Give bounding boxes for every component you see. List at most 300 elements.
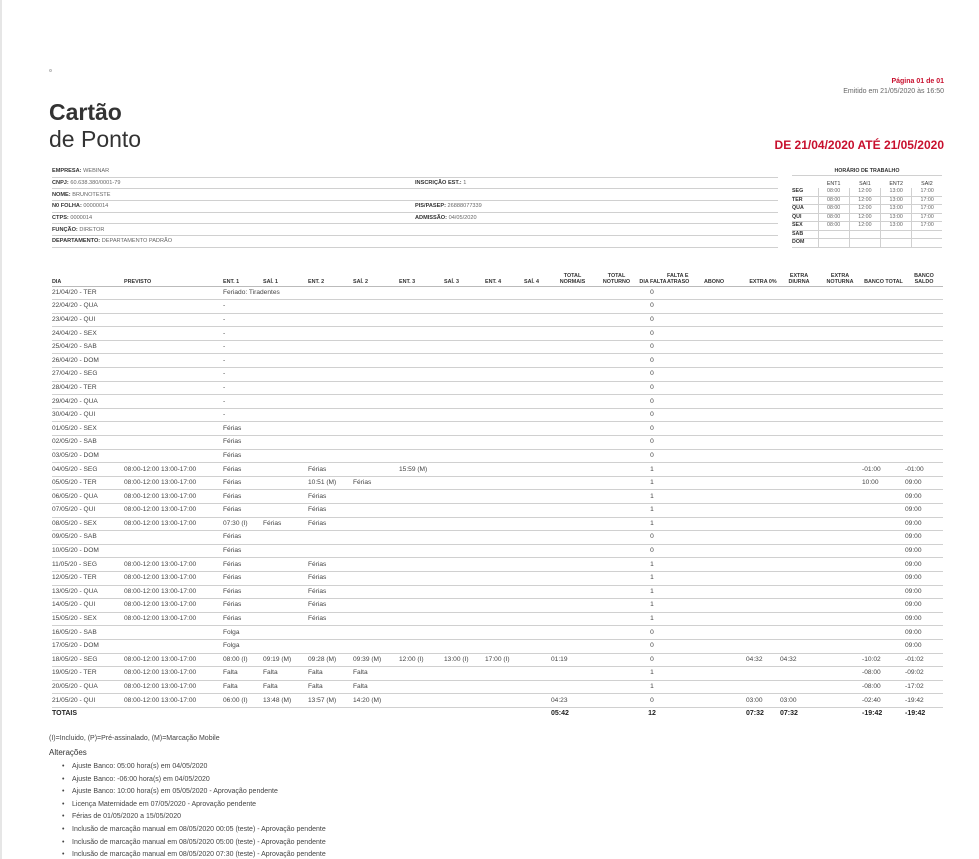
table-cell [667,599,704,613]
table-cell [746,340,780,354]
table-cell [905,381,943,395]
table-cell [524,463,551,477]
table-row [52,422,943,436]
table-cell [905,422,943,436]
table-cell [746,667,780,681]
table-cell: 1 [639,612,667,626]
table-cell [485,544,524,558]
table-cell: -01:00 [862,463,905,477]
table-cell [223,707,263,721]
table-cell [551,680,594,694]
table-cell: 08:00-12:00 13:00-17:00 [124,517,223,531]
table-cell [263,436,308,450]
table-cell [862,490,905,504]
table-cell [780,395,818,409]
table-cell [399,313,444,327]
work-schedule [792,166,942,248]
table-cell [594,286,639,300]
table-cell [444,340,485,354]
table-cell [399,680,444,694]
table-cell [704,612,746,626]
table-cell: Folga [223,626,263,640]
table-cell [905,449,943,463]
table-cell [485,707,524,721]
inscricao-value: 1 [463,180,467,187]
table-cell: 08/05/20 - SEX [52,517,124,531]
table-cell: 09:00 [905,571,943,585]
schedule-time: 12:00 [849,205,880,214]
table-cell [818,599,862,613]
schedule-time: 17:00 [912,205,942,214]
table-cell [746,354,780,368]
table-cell [704,422,746,436]
schedule-time [849,230,880,239]
table-cell: Férias [223,531,263,545]
table-cell [746,300,780,314]
table-cell [862,354,905,368]
column-header: PREVISTO [124,268,223,286]
table-cell [667,436,704,450]
table-cell [704,436,746,450]
empresa-value: WEBINAR [83,168,110,175]
table-cell [780,531,818,545]
table-cell [862,626,905,640]
table-cell [862,544,905,558]
table-cell [704,626,746,640]
table-cell: Férias [308,463,353,477]
table-cell: 1 [639,476,667,490]
table-cell [353,381,399,395]
table-cell: 15/05/20 - SEX [52,612,124,626]
table-cell [399,544,444,558]
table-cell [399,707,444,721]
table-cell [594,544,639,558]
table-cell: 08:00-12:00 13:00-17:00 [124,599,223,613]
table-cell: 15:59 (M) [399,463,444,477]
table-cell [704,286,746,300]
table-cell [353,354,399,368]
table-cell: TOTAIS [52,710,78,718]
table-cell [704,449,746,463]
table-cell [746,381,780,395]
table-cell: 0 [639,354,667,368]
table-cell [780,327,818,341]
table-cell [704,340,746,354]
table-cell: 09:00 [905,626,943,640]
table-cell [444,476,485,490]
table-cell: 08:00 (I) [223,653,263,667]
schedule-time [881,230,912,239]
table-cell [485,558,524,572]
table-cell: 0 [639,313,667,327]
table-cell: 0 [639,531,667,545]
table-row [52,286,943,300]
table-cell: 26/04/20 - DOM [52,354,124,368]
table-cell [862,639,905,653]
table-cell [746,395,780,409]
employee-info [52,166,778,248]
column-header: ENT. 1 [223,268,263,286]
table-cell: Férias [308,517,353,531]
table-cell [353,313,399,327]
table-cell [551,626,594,640]
table-cell [818,694,862,708]
table-cell: 09:28 (M) [308,653,353,667]
table-cell [551,463,594,477]
table-cell [485,585,524,599]
schedule-time [912,230,942,239]
table-cell [263,571,308,585]
table-cell: 01/05/20 - SEX [52,422,124,436]
table-cell [818,286,862,300]
table-cell [485,667,524,681]
schedule-row [792,239,942,248]
table-cell: - [223,300,263,314]
table-cell [353,517,399,531]
table-cell [746,436,780,450]
table-cell [818,340,862,354]
table-cell: 0 [639,368,667,382]
table-cell [780,517,818,531]
page-edge [0,0,2,859]
table-row [52,436,943,450]
column-header: FALTA E ATRASO [667,268,704,286]
corner-dot-icon [49,69,52,72]
table-cell [444,368,485,382]
table-cell: 13/05/20 - QUA [52,585,124,599]
table-cell [399,300,444,314]
table-cell [746,286,780,300]
table-cell: Falta [308,667,353,681]
table-cell: 09:00 [905,476,943,490]
table-cell: 09:00 [905,612,943,626]
table-cell [905,286,943,300]
table-cell [594,639,639,653]
table-cell [263,558,308,572]
column-header: DIA [52,268,124,286]
table-cell [780,313,818,327]
schedule-time: 13:00 [881,205,912,214]
table-cell [551,504,594,518]
page-number: Página 01 de 01 [891,78,944,85]
column-header: ABONO [704,268,746,286]
table-cell [524,313,551,327]
table-cell [524,422,551,436]
table-cell [862,585,905,599]
table-cell [594,694,639,708]
table-cell [399,449,444,463]
table-cell [704,694,746,708]
table-cell [746,313,780,327]
table-cell [399,517,444,531]
table-cell [485,694,524,708]
table-cell [594,667,639,681]
page-title: Cartão [49,99,122,125]
table-cell [862,408,905,422]
table-cell [124,300,223,314]
table-cell [594,626,639,640]
table-cell: Férias [308,599,353,613]
table-cell: 05/05/20 - TER [52,476,124,490]
table-row [52,381,943,395]
table-cell [524,340,551,354]
schedule-time: 13:00 [881,188,912,196]
table-cell: 04:32 [780,653,818,667]
table-cell [594,571,639,585]
column-header: ENT. 4 [485,268,524,286]
table-cell [862,599,905,613]
table-cell [594,340,639,354]
table-cell [594,463,639,477]
table-cell [551,327,594,341]
table-cell: 22/04/20 - QUA [52,300,124,314]
table-cell [818,368,862,382]
schedule-time: 17:00 [912,222,942,231]
table-cell: -08:00 [862,667,905,681]
table-cell [780,599,818,613]
table-cell [308,340,353,354]
table-row [52,504,943,518]
table-cell [485,354,524,368]
schedule-header: SAI2 [921,181,933,187]
table-cell [263,340,308,354]
table-cell [124,395,223,409]
table-cell: -17:02 [905,680,943,694]
table-cell: 07:32 [780,710,798,718]
table-row [52,517,943,531]
table-cell [667,585,704,599]
table-row [52,313,943,327]
table-cell [263,504,308,518]
table-cell: 1 [639,585,667,599]
table-cell: 12 [648,710,656,718]
table-cell: Falta [223,667,263,681]
schedule-day: QUI [792,213,818,222]
table-cell [746,327,780,341]
table-cell: 09:00 [905,504,943,518]
emission-date: Emitido em 21/05/2020 às 16:50 [843,88,944,95]
table-cell [551,558,594,572]
table-cell: 08:00-12:00 13:00-17:00 [124,680,223,694]
table-cell: 19/05/20 - TER [52,667,124,681]
table-cell [746,422,780,436]
table-cell [704,544,746,558]
table-cell [485,626,524,640]
table-cell [551,449,594,463]
table-cell [780,436,818,450]
table-cell [524,327,551,341]
table-cell [399,626,444,640]
schedule-day: SAB [792,230,818,239]
table-cell [124,626,223,640]
table-cell: 1 [639,517,667,531]
table-cell [667,313,704,327]
table-cell [124,286,223,300]
schedule-time: 12:00 [849,188,880,196]
table-cell [524,408,551,422]
table-cell [524,667,551,681]
table-cell: -08:00 [862,680,905,694]
table-row [52,449,943,463]
table-cell [818,354,862,368]
table-cell: 10:00 [862,476,905,490]
table-cell [124,422,223,436]
table-cell [485,504,524,518]
table-cell: Férias [223,476,263,490]
table-cell [551,340,594,354]
table-cell [399,354,444,368]
table-cell [444,544,485,558]
table-cell [263,707,308,721]
schedule-time: 08:00 [818,196,849,205]
table-cell [263,300,308,314]
table-cell: Férias [223,585,263,599]
table-cell [308,395,353,409]
table-cell [594,436,639,450]
table-cell: 1 [639,599,667,613]
schedule-header: ENT2 [889,181,903,187]
table-cell: -10:02 [862,653,905,667]
table-cell [263,463,308,477]
table-cell: 1 [639,490,667,504]
table-cell [524,300,551,314]
schedule-time: 08:00 [818,205,849,214]
table-cell: 23/04/20 - QUI [52,313,124,327]
table-row [52,639,943,653]
table-cell [551,599,594,613]
table-cell [399,694,444,708]
table-cell [704,313,746,327]
table-cell [594,531,639,545]
table-cell [485,368,524,382]
table-cell [818,395,862,409]
cnpj-value: 60.638.380/0001-79 [70,180,121,187]
table-cell [399,558,444,572]
table-cell [308,313,353,327]
table-cell [308,544,353,558]
table-cell: 16/05/20 - SAB [52,626,124,640]
schedule-day: TER [792,196,818,205]
schedule-time [912,239,942,248]
table-cell [704,504,746,518]
table-cell [524,585,551,599]
table-cell: 18/05/20 - SEG [52,653,124,667]
table-cell [780,300,818,314]
table-row [52,354,943,368]
table-cell [818,571,862,585]
table-cell [524,368,551,382]
table-cell [746,449,780,463]
table-cell [124,436,223,450]
table-cell [444,286,485,300]
table-cell [862,571,905,585]
schedule-day: SEG [792,188,818,196]
table-cell [746,585,780,599]
table-cell: Férias [223,463,263,477]
table-cell: 08:00-12:00 13:00-17:00 [124,585,223,599]
table-cell [667,354,704,368]
table-cell: 08:00-12:00 13:00-17:00 [124,558,223,572]
table-cell [353,612,399,626]
table-cell [704,381,746,395]
table-cell [124,354,223,368]
table-cell [263,354,308,368]
table-cell: 0 [639,395,667,409]
empresa-label: EMPRESA: [52,168,82,175]
table-row [52,368,943,382]
table-cell [862,395,905,409]
table-cell: -19:42 [905,710,926,718]
list-item: • Inclusão de marcação manual em 08/05/2020 00:05 (teste) - Aprovação pendente [62,824,326,837]
table-cell: Férias [223,504,263,518]
table-cell [704,463,746,477]
table-cell: -09:02 [905,667,943,681]
table-cell [667,626,704,640]
table-cell [551,436,594,450]
table-cell: 13:48 (M) [263,694,308,708]
table-cell [485,639,524,653]
table-cell [524,449,551,463]
schedule-time: 12:00 [849,196,880,205]
table-cell: 09:00 [905,599,943,613]
table-cell [818,422,862,436]
table-cell [862,449,905,463]
schedule-time: 13:00 [881,196,912,205]
table-cell [308,449,353,463]
list-item: • Férias de 01/05/2020 a 15/05/2020 [62,811,326,824]
table-cell [444,449,485,463]
table-cell [551,571,594,585]
table-cell: 27/04/20 - SEG [52,368,124,382]
table-cell [704,707,746,721]
table-cell [667,381,704,395]
table-cell: Férias [353,476,399,490]
table-cell [704,300,746,314]
table-cell [524,599,551,613]
table-cell: 09:00 [905,531,943,545]
table-cell [780,368,818,382]
table-cell [594,381,639,395]
table-row [52,531,943,545]
table-cell [444,558,485,572]
table-cell [551,531,594,545]
table-cell [746,504,780,518]
table-cell [444,463,485,477]
table-cell: 08:00-12:00 13:00-17:00 [124,463,223,477]
table-cell: Falta [308,680,353,694]
table-cell [780,558,818,572]
table-cell [551,517,594,531]
table-cell [399,368,444,382]
table-cell [263,490,308,504]
table-cell [263,368,308,382]
table-cell [263,422,308,436]
table-cell [780,286,818,300]
table-cell: 0 [639,408,667,422]
table-cell: 03:00 [780,694,818,708]
info-row [52,236,778,248]
table-cell: 08:00-12:00 13:00-17:00 [124,490,223,504]
table-cell: Férias [223,490,263,504]
table-cell: 0 [639,340,667,354]
table-cell [905,408,943,422]
table-cell [667,639,704,653]
column-header: TOTAL NORMAIS [551,268,594,286]
table-cell [594,354,639,368]
table-cell [444,327,485,341]
table-cell: 14:20 (M) [353,694,399,708]
schedule-time: 08:00 [818,222,849,231]
